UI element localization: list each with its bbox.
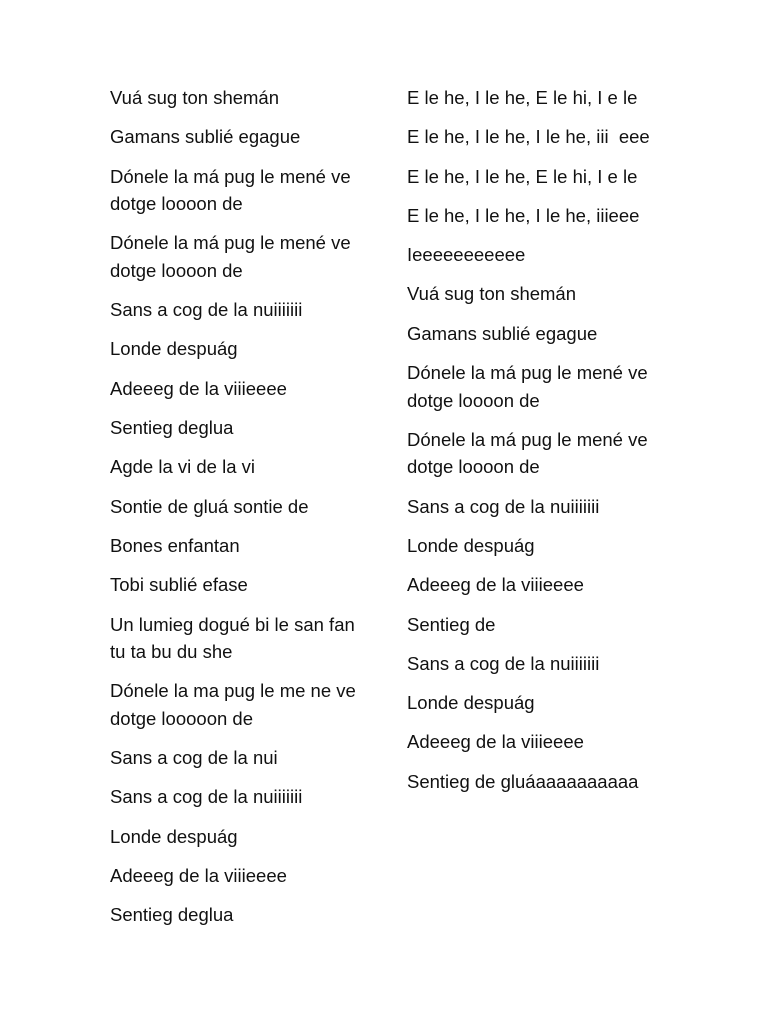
lyric-line: Un lumieg dogué bi le san fan tu ta bu du she xyxy=(110,613,355,663)
lyric-line: Londe despuág xyxy=(110,338,238,360)
lyric-line: Gamans sublié egague xyxy=(110,126,301,148)
lyric-line: Vuá sug ton shemán xyxy=(110,87,280,108)
lyric-line: E le he, I le he, E le hi, I e le xyxy=(407,165,638,187)
lyric-line: Dónele la ma pug le me ne ve dotge looooon de xyxy=(110,680,356,729)
lyric-line: Adeeeg de la viiieeee xyxy=(110,865,287,887)
lyric-line: Adeeeg de la viiieeee xyxy=(407,574,584,596)
lyric-line: Sentieg de xyxy=(407,613,496,635)
lyric-line: Adeeeg de la viiieeee xyxy=(407,731,584,753)
lyric-line: Agde la vi de la vi xyxy=(110,456,256,478)
lyric-line: Ieeeeeeeeeee xyxy=(407,244,526,266)
lyric-line: Sentieg de gluáaaaaaaaaaa xyxy=(407,770,639,792)
lyric-line: Sans a cog de la nuiiiiiii xyxy=(110,786,303,808)
lyric-line: Vuá sug ton shemán xyxy=(407,283,577,305)
lyric-line: E le he, I le he, I le he, iii eee xyxy=(407,126,650,148)
lyric-line: Sentieg deglua xyxy=(110,904,234,926)
lyric-line: Sontie de gluá sontie de xyxy=(110,495,309,517)
lyric-line: Dónele la má pug le mené ve dotge loooon de xyxy=(110,232,351,281)
lyric-line: Sans a cog de la nuiiiiiii xyxy=(407,652,600,674)
lyric-line: Adeeeg de la viiieeee xyxy=(110,377,287,399)
lyrics-column-left xyxy=(110,84,375,941)
lyric-line: Bones enfantan xyxy=(110,534,240,556)
lyric-line: Dónele la má pug le mené ve dotge loooon de xyxy=(407,362,648,411)
lyric-line: E le he, I le he, E le hi, I e le xyxy=(407,87,638,108)
lyric-line: Sentieg deglua xyxy=(110,417,234,439)
lyrics-column-right xyxy=(407,84,672,807)
lyric-line: Londe despuág xyxy=(407,692,535,714)
lyric-line: Gamans sublié egague xyxy=(407,322,598,344)
lyric-line: Sans a cog de la nuiiiiiii xyxy=(110,299,303,321)
lyric-line: Dónele la má pug le mené ve dotge loooon de xyxy=(110,165,351,215)
lyric-line: Sans a cog de la nuiiiiiii xyxy=(407,495,600,517)
lyric-line: Londe despuág xyxy=(110,825,238,847)
lyric-line: E le he, I le he, I le he, iiieee xyxy=(407,204,640,226)
lyric-line: Londe despuág xyxy=(407,534,535,556)
lyric-line: Sans a cog de la nui xyxy=(110,747,278,769)
lyric-line: Dónele la má pug le mené ve dotge loooon de xyxy=(407,428,648,478)
lyric-line: Tobi sublié efase xyxy=(110,574,248,596)
